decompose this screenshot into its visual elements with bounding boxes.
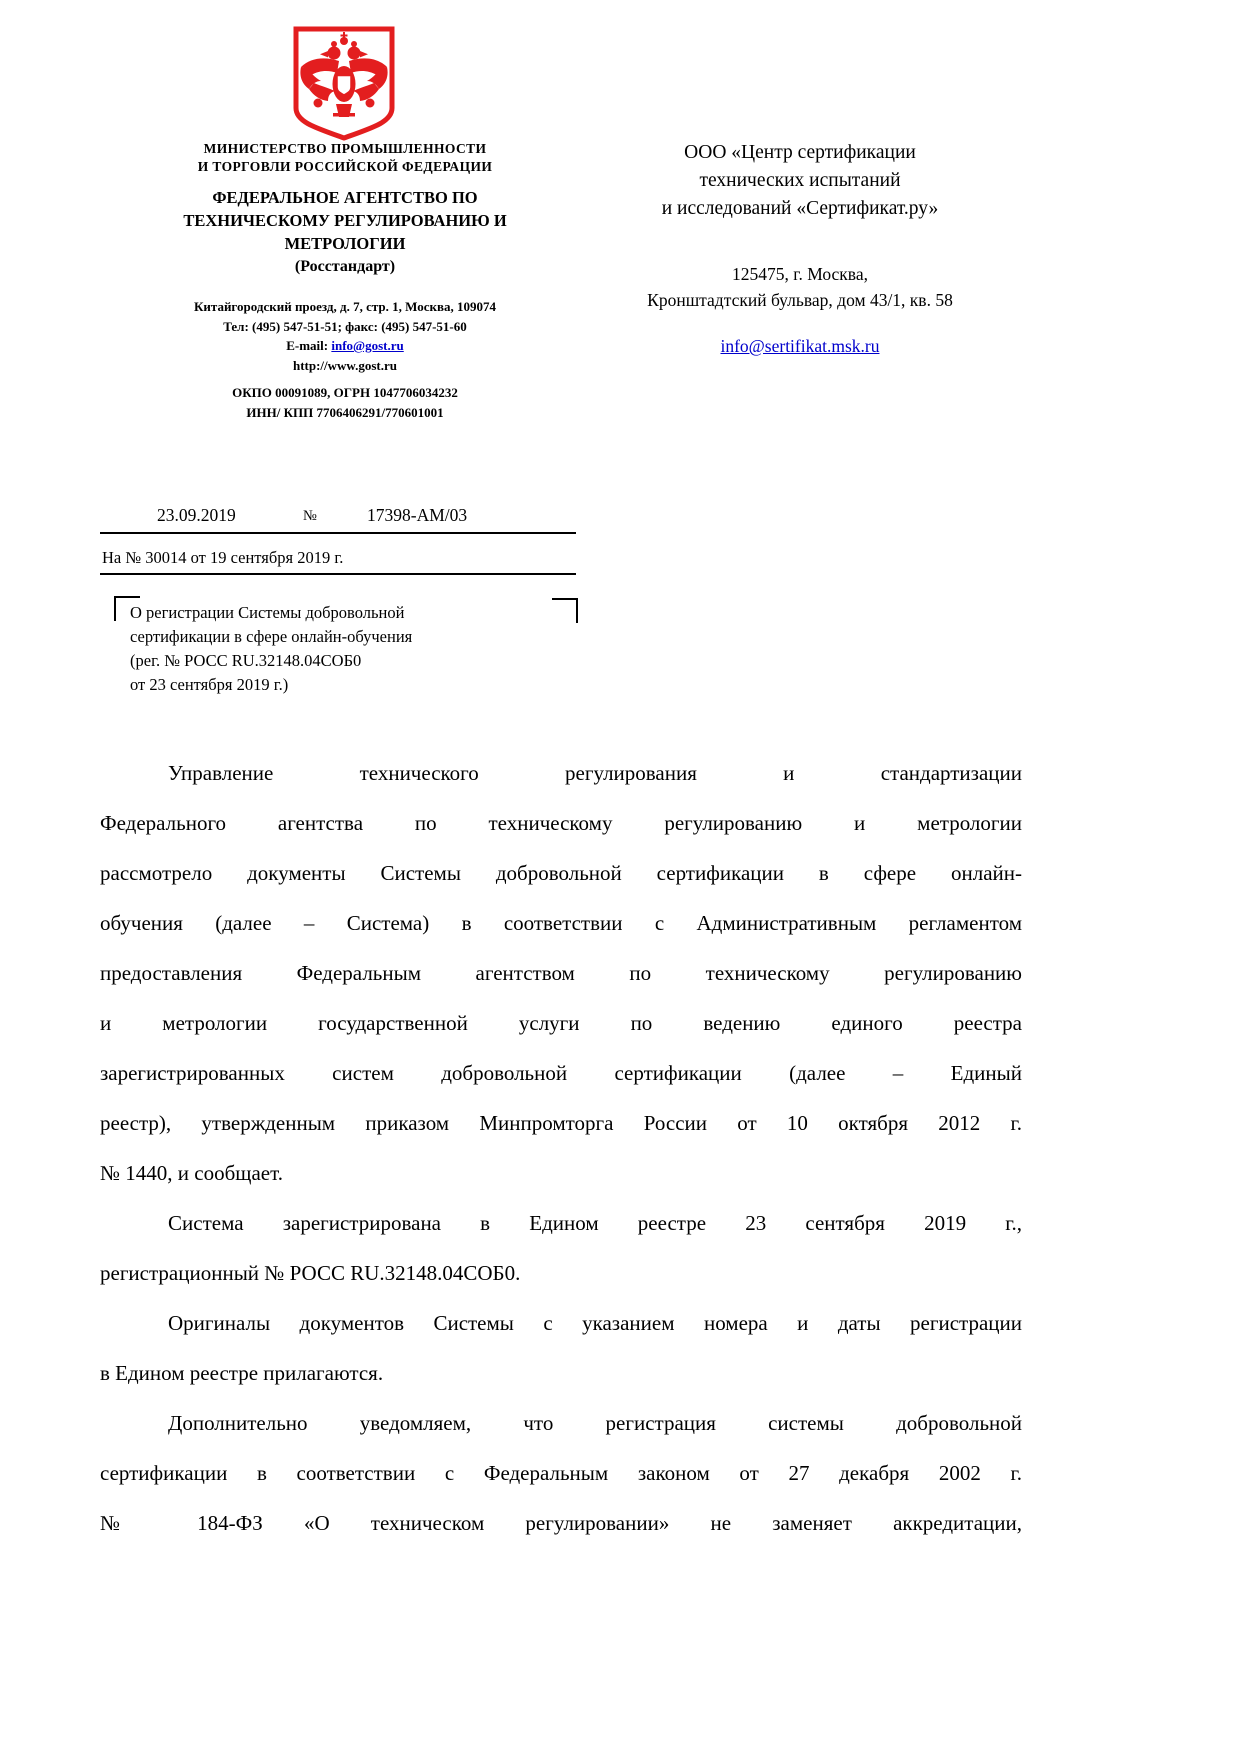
body-line: рассмотрело документы Системы добровольной сертификации в сфере онлайн- <box>100 861 1022 885</box>
subject-line: от 23 сентября 2019 г.) <box>130 675 289 694</box>
inn-kpp: ИНН/ КПП 7706406291/770601001 <box>246 404 444 420</box>
body-line: обучения (далее – Система) в соответствии с Административным регламентом <box>100 911 1022 935</box>
agency-line2: ТЕХНИЧЕСКОМУ РЕГУЛИРОВАНИЮ И <box>183 211 507 230</box>
recipient-name-line1: ООО «Центр сертификации <box>684 142 916 163</box>
agency-name <box>105 186 585 255</box>
subject-line: сертификации в сфере онлайн-обучения <box>130 627 413 646</box>
letter-number: 17398-АМ/03 <box>367 505 468 525</box>
agency-website: http://www.gost.ru <box>292 357 397 373</box>
ministry-line1: МИНИСТЕРСТВО ПРОМЫШЛЕННОСТИ <box>203 141 487 156</box>
subject-line: (рег. № РОСС RU.32148.04СОБ0 <box>130 651 362 670</box>
email-label: E-mail: <box>286 338 332 353</box>
reference-row <box>100 505 575 531</box>
corner-mark-right <box>552 598 578 623</box>
body-line: Система зарегистрирована в Едином реестре 23 сентября 2019 г., <box>168 1211 1022 1235</box>
reply-reference-line: На № 30014 от 19 сентября 2019 г. <box>102 548 344 567</box>
body-line: № 1440, и сообщает. <box>100 1161 283 1185</box>
letter-body <box>100 748 1022 1548</box>
recipient-name-line3: и исследований «Сертификат.ру» <box>661 198 939 219</box>
body-line: сертификации в соответствии с Федеральным законом от 27 декабря 2002 г. <box>100 1461 1022 1485</box>
body-line: № 184-ФЗ «О техническом регулировании» не заменяет аккредитации, <box>100 1511 1022 1535</box>
body-line: реестр), утвержденным приказом Минпромторга России от 10 октября 2012 г. <box>100 1111 1022 1135</box>
body-line: Дополнительно уведомляем, что регистрация системы добровольной <box>168 1411 1022 1435</box>
body-line: Федерального агентства по техническому регулированию и метрологии <box>100 811 1022 835</box>
body-line: Оригиналы документов Системы с указанием номера и даты регистрации <box>168 1311 1022 1335</box>
body-line: Управление технического регулирования и стандартизации <box>168 761 1022 785</box>
ministry-line2: И ТОРГОВЛИ РОССИЙСКОЙ ФЕДЕРАЦИИ <box>197 159 493 174</box>
agency-line1: ФЕДЕРАЛЬНОЕ АГЕНТСТВО ПО <box>212 188 478 207</box>
recipient-address-line2: Кронштадтский бульвар, дом 43/1, кв. 58 <box>647 290 953 310</box>
agency-email-line <box>105 336 585 356</box>
reference-underline <box>100 532 576 534</box>
recipient-name <box>575 139 1025 223</box>
body-line: предоставления Федеральным агентством по техническому регулированию <box>100 961 1022 985</box>
agency-address: Китайгородский проезд, д. 7, стр. 1, Москва, 109074 <box>193 299 496 314</box>
agency-codes-block <box>105 383 585 422</box>
recipient-name-line2: технических испытаний <box>699 170 901 191</box>
agency-line3: МЕТРОЛОГИИ <box>284 234 406 253</box>
reply-underline <box>100 573 576 575</box>
number-sign: № <box>303 508 317 524</box>
recipient-address-line1: 125475, г. Москва, <box>732 264 868 284</box>
okpo-ogrn: ОКПО 00091089, ОГРН 1047706034232 <box>232 385 458 400</box>
subject-block <box>130 601 490 697</box>
recipient-email-link[interactable]: info@sertifikat.msk.ru <box>720 336 880 356</box>
letter-date: 23.09.2019 <box>157 505 236 525</box>
agency-short-name: (Росстандарт) <box>294 258 396 275</box>
recipient-address <box>575 261 1025 313</box>
body-line: в Едином реестре прилагаются. <box>100 1361 384 1385</box>
agency-contact-block <box>105 297 585 375</box>
body-line: зарегистрированных систем добровольной сертификации (далее – Единый <box>100 1061 1022 1085</box>
russian-coat-of-arms-icon <box>288 24 400 144</box>
recipient-email-line <box>575 336 1025 357</box>
agency-phone-fax: Тел: (495) 547-51-51; факс: (495) 547-51-60 <box>223 318 467 334</box>
agency-email-link[interactable]: info@gost.ru <box>331 338 404 353</box>
ministry-name <box>105 140 585 176</box>
body-line: и метрологии государственной услуги по ведению единого реестра <box>100 1011 1022 1035</box>
subject-line: О регистрации Системы добровольной <box>130 603 405 622</box>
body-line: регистрационный № РОСС RU.32148.04СОБ0. <box>100 1261 521 1285</box>
